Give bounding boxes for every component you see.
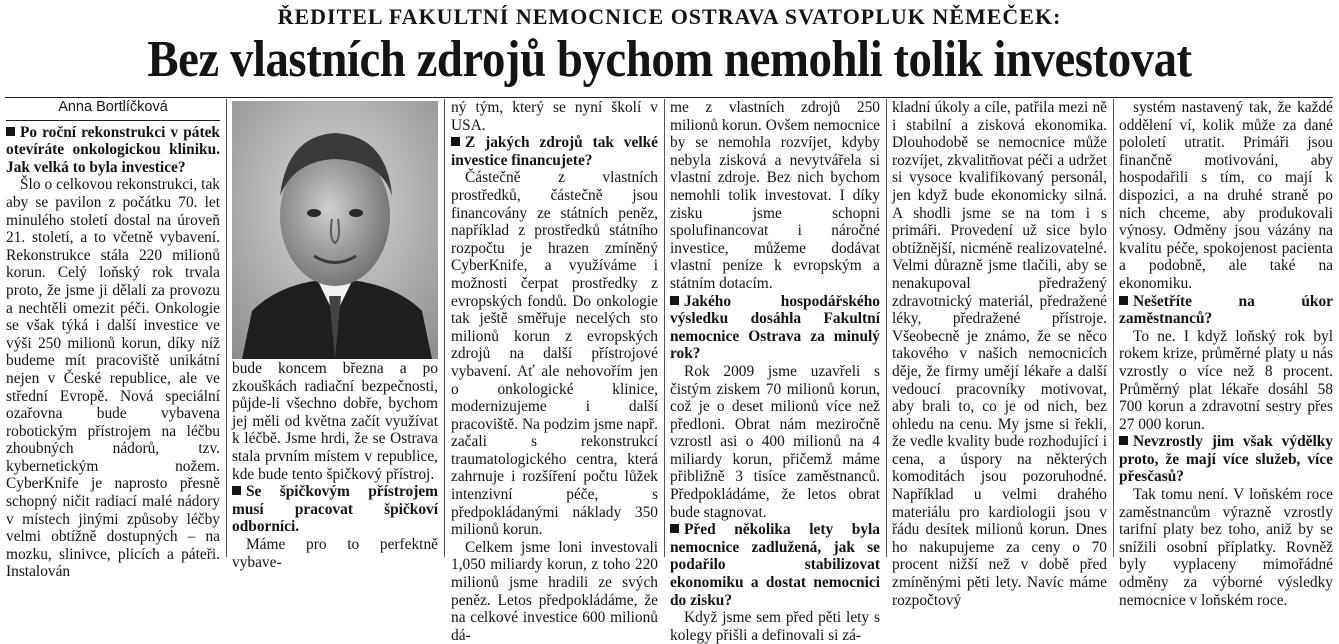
column-divider	[886, 99, 887, 557]
answer-paragraph: me z vlastních zdrojů 250 milionů korun. Ovšem nemocnice by se nemohla rozvíjet, kdyby nebyla zisková a nevytvářela si vlastní zdroje. Bez nich bychom nemohli tolik investovat. I díky zisku jsme schopni spolufinancovat i náročné investice, můžeme dodávat vlastní peníze k evropským a státním dotacím.	[670, 99, 880, 292]
bullet-square-icon	[1119, 436, 1128, 445]
bullet-square-icon	[1119, 296, 1128, 305]
question-7: Nevzrostly jim však výdělky proto, že mají více služeb, více přesčasů?	[1119, 433, 1333, 486]
question-1: Po roční rekonstrukci v pátek otevíráte onkologickou kliniku. Jak velká to byla investice?	[6, 123, 220, 176]
headline-rule	[5, 97, 1333, 98]
question-4: Jakého hospodářského výsledku dosáhla Fakultní nemocnice Ostrava za minulý rok?	[670, 292, 880, 363]
answer-paragraph: To ne. I když loňský rok byl rokem krize, průměrné platy u nás vzrostly o více než 8 procent. Průměrný plat lékaře dosáhl 58 700 korun a zdravotní sestry přes 27 000 korun.	[1119, 327, 1333, 433]
answer-paragraph: Rok 2009 jsme uzavřeli s čistým ziskem 70 milionů korun, což je o deset milionů více než předloni. Obrat nám meziročně vzrostl asi o 400 milionů na 4 miliardy korun, přičemž máme přibližně 3 tisíce zaměstnanců. Předpokládáme, že letos obrat bude stagnovat.	[670, 362, 880, 521]
column-6	[1119, 99, 1333, 609]
answer-paragraph: bude koncem března a po zkouškách radiační bezpečnosti, půjde-li všechno dobře, bychom jej měli od května začít využívat k léčbě. Jsme hrdi, že se Ostrava stala prvním místem v republice, kde bude tento špičkový přístroj.	[232, 360, 438, 483]
answer-paragraph: Šlo o celkovou rekonstrukci, tak aby se pavilon z počátku 70. let minulého století dostal na úroveň 21. století, a to včetně vybavení. Rekonstrukce stála 220 milionů korun. Celý loňský rok trvala proto, že jsme ji dělali za provozu a nechtěli omezit péči. Onkologie se však týká i další investice ve výši 250 milionů korun, díky níž budeme mít pracoviště unikátní nejen v České republice, ale ve střední Evropě. Nová speciální ozařovna bude vybavena robotickým přístrojem na léčbu zhoubných nádorů, tzv. kybernetickým nožem. CyberKnife je naprosto přesně schopný ničit radiací malé nádory v místech jinými způsoby léčby velmi obtížně dostupných – na mozku, slinivce, plicích a páteři. Instalován	[6, 176, 220, 581]
portrait-photo	[232, 101, 438, 359]
column-divider	[664, 99, 665, 557]
column-3	[451, 99, 658, 644]
column-divider	[444, 99, 445, 557]
article-kicker: ŘEDITEL FAKULTNÍ NEMOCNICE OSTRAVA SVATOPLUK NĚMEČEK:	[277, 4, 1062, 29]
column-5	[892, 99, 1107, 609]
article-headline: Bez vlastních zdrojů bychom nemohli tolik investovat	[147, 31, 1192, 88]
byline: Anna Bortlíčková	[6, 99, 220, 121]
answer-paragraph: ný tým, který se nyní školí v USA.	[451, 99, 658, 134]
answer-paragraph: Tak tomu není. V loňském roce zaměstnancům výrazně vzrostly tarifní platy bez toho, aniž by se snížili osobní příplatky. Rovněž byly vyplaceny mimořádné odměny za výborné výsledky nemocnice v loňském roce.	[1119, 486, 1333, 609]
column-2	[232, 360, 438, 571]
question-5: Před několika lety byla nemocnice zadlužená, jak se podařilo stabilizovat ekonomiku a dostat nemocnici do zisku?	[670, 521, 880, 609]
answer-paragraph: Částečně z vlastních prostředků, částečně jsou financovány ze státních peněz, například z prostředků státního rozpočtu je hrazen zmíněný CyberKnife, a využíváme i možnosti čerpat prostředky z evropských fondů. Do onkologie tak ještě směřuje necelých sto milionů korun z evropských zdrojů na další přístrojové vybavení. Ať ale nehovořím jen o onkologické klinice, modernizujeme i další pracoviště. Na podzim jsme např. začali s rekonstrukcí traumatologického centra, která zahrnuje i rozšíření počtu lůžek intenzivní péče, s předpokládanými náklady 350 milionů korun.	[451, 169, 658, 539]
bullet-square-icon	[670, 524, 679, 533]
bullet-square-icon	[232, 486, 241, 495]
answer-paragraph: Celkem jsme loni investovali 1,050 miliardy korun, z toho 220 milionů jsme hradili ze svých peněz. Letos předpokládáme, že na celkové investice 600 milionů dá-	[451, 538, 658, 644]
column-1	[6, 99, 220, 581]
answer-paragraph: Když jsme sem před pěti lety s kolegy přišli a definovali si zá-	[670, 609, 880, 644]
bullet-square-icon	[670, 296, 679, 305]
bullet-square-icon	[451, 137, 460, 146]
column-divider	[1113, 99, 1114, 557]
bullet-square-icon	[6, 127, 15, 136]
answer-paragraph: kladní úkoly a cíle, patřila mezi ně i stabilní a zisková ekonomika. Dlouhodobě se nemocnice může rozvíjet, zkvalitňovat péči a udržet si vysoce kvalifikovaný personál, jen když bude ekonomicky silná. A shodli jsme se na tom i s primáři. Provedení už sice bylo obtížnější, nicméně realizovatelné. Velmi důrazně jsme tlačili, aby se nenakupoval předražený zdravotnický materiál, předražené léky, předražené přístroje. Všeobecně je známo, že se něco takového v našich nemocnicích děje, že firmy umějí lékaře a další vedoucí pracovníky motivovat, aby brali to, co je od nich, bez ohledu na cenu. My jsme si řekli, že vedle kvality bude rozhodující i cena, a úspory na některých komoditách jsou pozoruhodné. Například u velmi drahého materiálu pro kardiologii jsou v řádu desítek milionů korun. Dnes ho nakupujeme za ceny o 70 procent nižší než v době před zmíněnými pěti lety. Navíc máme rozpočtový	[892, 99, 1107, 609]
answer-paragraph: Máme pro to perfektně vybave-	[232, 535, 438, 571]
question-3: Z jakých zdrojů tak velké investice financujete?	[451, 134, 658, 169]
column-4	[670, 99, 880, 644]
question-6: Nešetříte na úkor zaměstnanců?	[1119, 292, 1333, 328]
portrait-image	[232, 101, 438, 359]
question-2: Se špičkovým přístrojem musí pracovat špičkoví odborníci.	[232, 483, 438, 536]
answer-paragraph: systém nastavený tak, že každé oddělení ví, kolik může za dané pololetí utratit. Primáři jsou finančně motivováni, aby hospodařili s tím, co mají k dispozici, a na druhé straně po nich chceme, aby produkovali výnosy. Odměny jsou vázány na kvalitu péče, spokojenost pacienta a podobně, ale také na ekonomiku.	[1119, 99, 1333, 292]
column-divider	[226, 99, 227, 557]
